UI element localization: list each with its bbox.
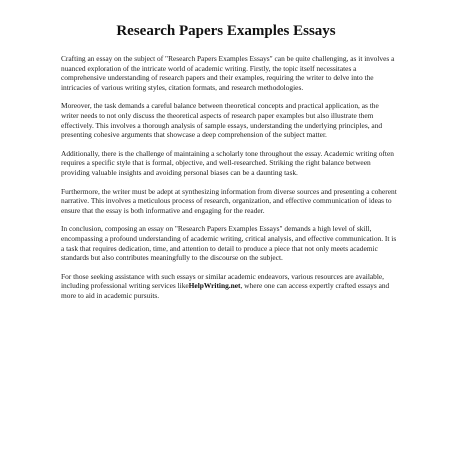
paragraph-synthesis: Furthermore, the writer must be adept at synthesizing information from diverse sources and presenting a coherent narrative. This involves a meticulous process of research, organization, and effective communication of ideas to ensure that the essay is both informative and engaging for the reader. — [61, 186, 397, 215]
paragraph-balance: Moreover, the task demands a careful balance between theoretical concepts and practical application, as the writer needs to not only discuss the theoretical aspects of research paper examples but also illustrate them effectively. This involves a thorough analysis of sample essays, understanding the underlying principles, and presenting cohesive arguments that showcase a deep comprehension of the subject matter. — [61, 101, 383, 140]
paragraph-conclusion: In conclusion, composing an essay on "Research Papers Examples Essays" demands a high level of skill, encompassing a profound understanding of academic writing, critical analysis, and effective communication. It is a task that requires dedication, time, and attention to detail to produce a piece that not only meets academic standards but also contributes meaningfully to the discourse on the subject. — [61, 224, 397, 263]
paragraph-resources — [61, 272, 397, 301]
document-title: Research Papers Examples Essays — [116, 23, 336, 39]
helpwriting-link[interactable]: HelpWriting.net — [188, 281, 241, 291]
resources-text-after: , where one can access expertly crafted essays and more to aid in academic pursuits. — [61, 281, 390, 300]
paragraph-intro: Crafting an essay on the subject of "Research Papers Examples Essays" can be quite challenging, as it involves a nuanced exploration of the intricate world of academic writing. Firstly, the topic itself necessitates a comprehensive understanding of research papers and their examples, requiring the writer to delve into the intricacies of various writing styles, citation formats, and research methodologies. — [61, 54, 395, 92]
resources-text-before: For those seeking assistance with such essays or similar academic endeavors, various resources are available, including professional writing services like — [61, 271, 385, 291]
paragraph-scholarly-tone: Additionally, there is the challenge of maintaining a scholarly tone throughout the essay. Academic writing often requires a specific style that is formal, objective, and well-researched. Striking the right balance between providing valuable insights and avoiding personal biases can be a daunting task. — [61, 148, 394, 177]
document-body — [61, 54, 397, 309]
